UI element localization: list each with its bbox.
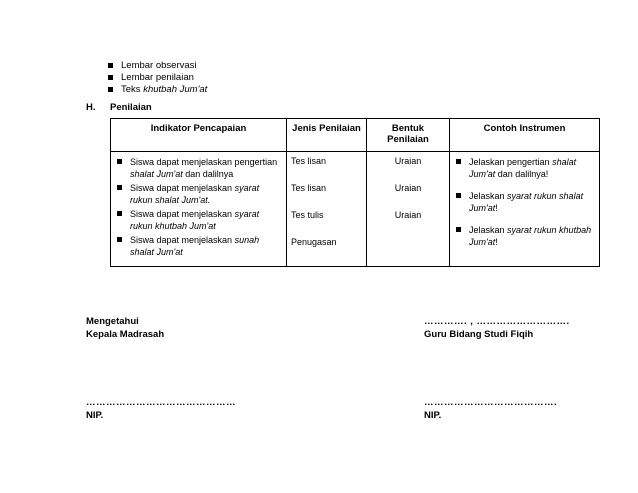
left-signature-block <box>86 396 236 422</box>
table-header-row <box>111 119 600 152</box>
right-signature-heading: …………. , ………………………. Guru Bidang Studi Fiqih <box>424 316 570 340</box>
list-item: Jelaskan pengertian shalat Jum'at dan dalilnya! <box>454 156 595 180</box>
list-item: Lembar penilaian <box>106 72 207 84</box>
list-item: Siswa dapat menjelaskan sunah shalat Jum'at <box>115 234 282 258</box>
list-item: Siswa dapat menjelaskan pengertian shalat Jum'at dan dalilnya <box>115 156 282 180</box>
assessment-table <box>110 118 600 267</box>
signature-line: ……………………………………… <box>86 397 236 408</box>
right-signature-block <box>424 396 557 422</box>
table-row <box>111 152 600 267</box>
contoh-cell <box>450 152 600 267</box>
left-signature-heading: Mengetahui Kepala Madrasah <box>86 316 165 340</box>
list-item: Jelaskan syarat rukun shalat Jum'at! <box>454 190 595 214</box>
indicators-cell <box>111 152 287 267</box>
materials-list <box>106 60 207 96</box>
header-indikator: Indikator Pencapaian <box>111 119 287 152</box>
section-heading <box>86 102 152 113</box>
list-item: Lembar observasi <box>106 60 207 72</box>
list-item: Siswa dapat menjelaskan syarat rukun shalat Jum'at. <box>115 182 282 206</box>
header-bentuk: Bentuk Penilaian <box>367 119 450 152</box>
header-contoh: Contoh Instrumen <box>450 119 600 152</box>
section-title: Penilaian <box>110 102 152 113</box>
list-item: Teks khutbah Jum'at <box>106 84 207 96</box>
list-item: Jelaskan syarat rukun khutbah Jum'at! <box>454 224 595 248</box>
signature-line: …………………………………. <box>424 397 558 408</box>
bentuk-cell: Uraian Uraian Uraian <box>367 152 450 267</box>
nip-label: NIP. <box>424 410 442 421</box>
section-number: H. <box>86 102 96 113</box>
header-jenis: Jenis Penilaian <box>287 119 367 152</box>
nip-label: NIP. <box>86 410 104 421</box>
jenis-cell: Tes lisan Tes lisan Tes tulis Penugasan <box>287 152 367 267</box>
list-item: Siswa dapat menjelaskan syarat rukun khutbah Jum'at <box>115 208 282 232</box>
